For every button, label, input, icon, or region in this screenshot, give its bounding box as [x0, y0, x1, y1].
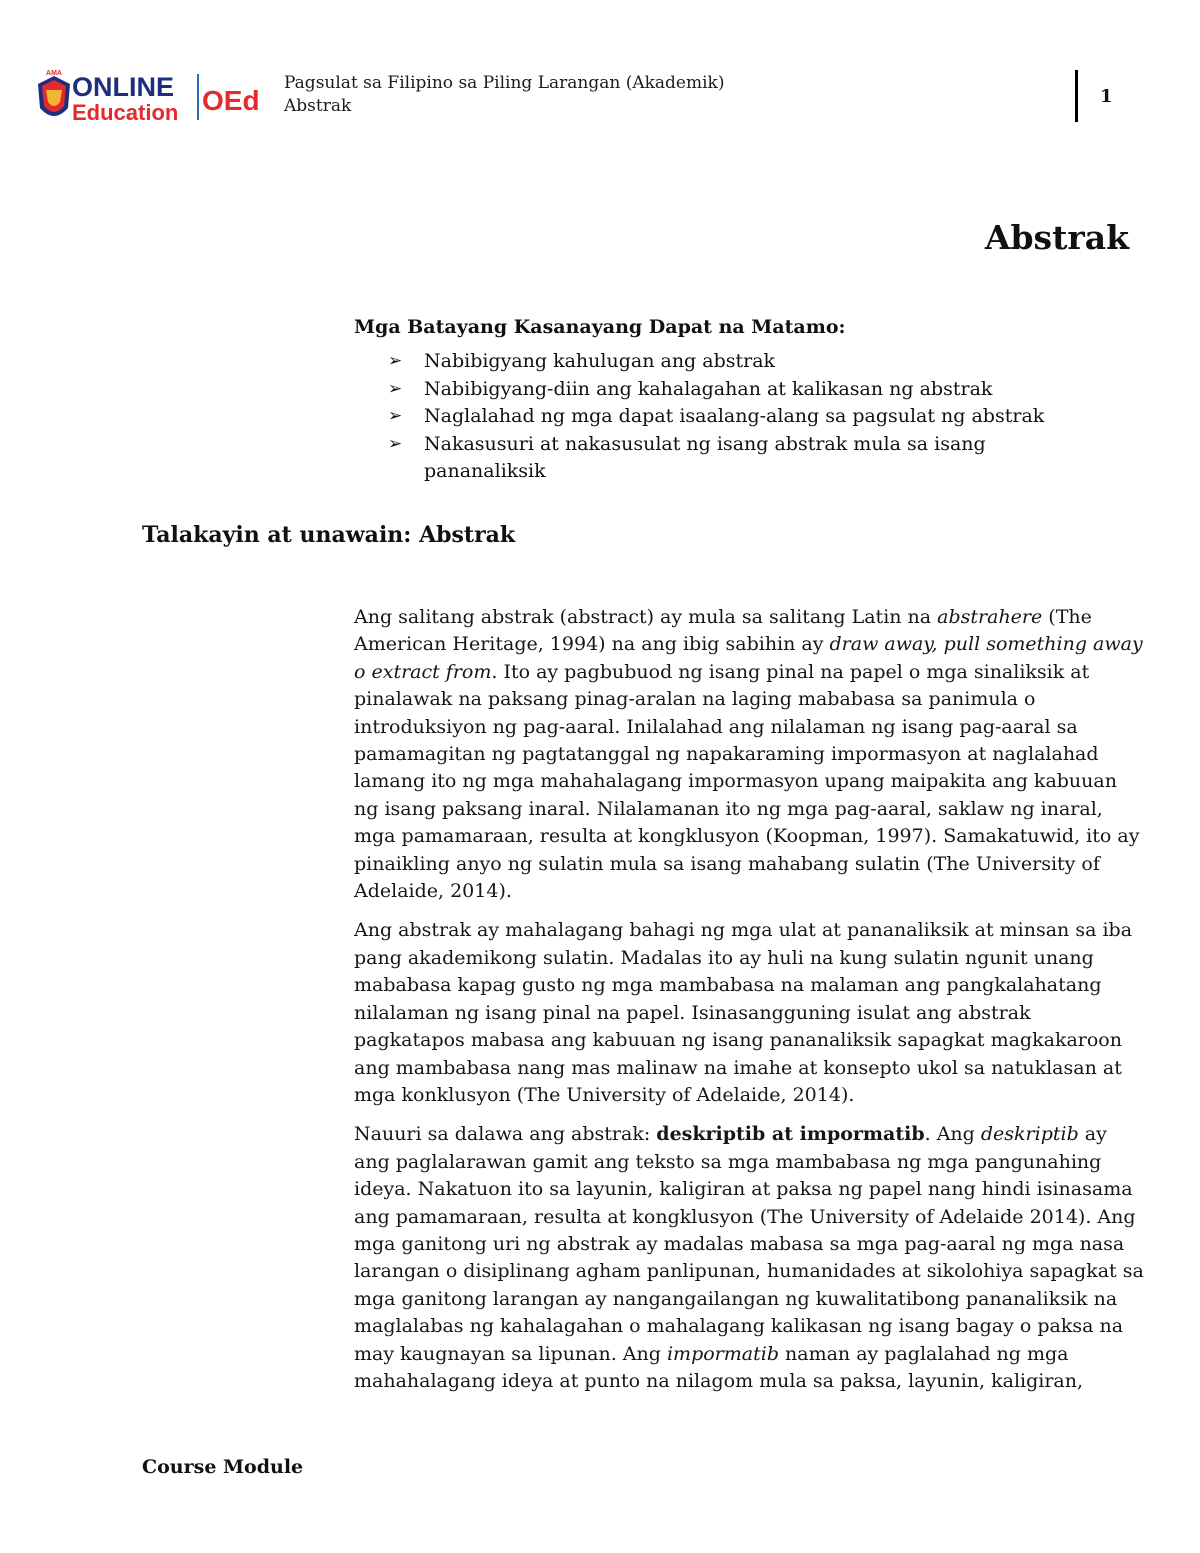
logo-brand-line2: Education	[72, 100, 179, 125]
objective-text: Nabibigyang kahulugan ang abstrak	[424, 350, 776, 372]
paragraph-2: Ang abstrak ay mahalagang bahagi ng mga ulat at pananaliksik at minsan sa iba pang akademikong sulatin. Madalas ito ay huli na kung sulatin ngunit unang mababasa kapag gusto ng mga mambabasa na malaman ang pangkalahatang nilalaman ng isang pinal na papel. Isinasangguning isulat ang abstrak pagkatapos mabasa ang kabuuan ng isang pananaliksik sapagkat magkakaroon ang mambabasa nang mas malinaw na imahe at konsepto ukol sa natuklasan at mga konklusyon (The University of Adelaide, 2014).	[354, 919, 1133, 1106]
objective-text: Nakasusuri at nakasusulat ng isang abstrak mula sa isang pananaliksik	[424, 432, 986, 482]
objective-item	[354, 376, 1094, 404]
page-footer: Course Module	[142, 1456, 304, 1478]
p3-italic-impormatib: impormatib	[666, 1342, 779, 1365]
course-title: Pagsulat sa Filipino sa Piling Larangan (Akademik)	[284, 73, 725, 93]
p1-italic-abstrahere: abstrahere	[937, 606, 1043, 628]
logo-divider	[197, 74, 199, 120]
page-number: 1	[1100, 86, 1113, 107]
logo-badge-text: AMA	[46, 70, 62, 77]
paragraph-1	[354, 604, 1144, 905]
objectives-heading: Mga Batayang Kasanayang Dapat na Matamo:	[354, 316, 846, 338]
objective-text: Nabibigyang-diin ang kahalagahan at kalikasan ng abstrak	[424, 377, 993, 400]
p3-text-a: Nauuri sa dalawa ang abstrak:	[354, 1123, 657, 1146]
objective-text: Naglalahad ng mga dapat isaalang-alang sa pagsulat ng abstrak	[424, 405, 1045, 427]
objectives-section	[354, 314, 1094, 486]
p3-text-e: ay ang paglalarawan gamit ang teksto sa mga mambabasa ng mga pangunahing ideya. Nakatuon ito sa layunin, kaligiran at paksa ng papel nang hindi isinasama ang pamamaraan, resulta at kongklusyon (The University of Adelaide 2014). Ang mga ganitong uri ng abstrak ay madalas mabasa sa mga pag-aaral ng mga nasa larangan o disiplinang agham panlipunan, humanidades at sikolohiya sapagkat sa mga ganitong larangan ay nangangailangan ng kuwalitatibong pananaliksik na maglalabas ng kahalagahan o mahalagang kalikasan ng isang bagay o paksa na may kaugnayan sa lipunan. Ang	[354, 1123, 1144, 1365]
p1-text-c: (The American Heritage, 1994) na ang ibig sabihin ay	[354, 606, 1092, 656]
section-heading: Talakayin at unawain: Abstrak	[142, 522, 516, 548]
p3-bold-types: deskriptib at impormatib	[656, 1123, 925, 1146]
logo-abbr: OEd	[202, 85, 260, 116]
objectives-list	[354, 348, 1094, 486]
p1-text-a: Ang salitang abstrak (abstract) ay mula sa salitang Latin na	[354, 606, 938, 628]
arrow-bullet-icon: ➢	[388, 406, 403, 426]
objective-item	[354, 431, 1094, 486]
p3-text-g: naman ay paglalahad ng mga mahahalagang ideya at punto na nilagom mula sa paksa, layunin, kaligiran,	[354, 1342, 1084, 1392]
page-title: Abstrak	[984, 218, 1129, 257]
p1-text-e: . Ito ay pagbubuod ng isang pinal na papel o mga sinaliksik at pinalawak na paksang pinag-aralan na laging mababasa sa panimula o introduksiyon ng pag-aaral. Inilalahad ang nilalaman ng isang pag-aaral sa pamamagitan ng pagtatanggal ng napakaraming impormasyon at naglalahad lamang ito ng mga mahahalagang impormasyon upang maipakita ang kabuuan ng isang paksang inaral. Nilalamanan ito ng mga pag-aaral, saklaw ng inaral, mga pamamaraan, resulta at kongklusyon (Koopman, 1997). Samakatuwid, ito ay pinaikling anyo ng sulatin mula sa isang mahabang sulatin (The University of Adelaide, 2014).	[354, 660, 1140, 903]
paragraph-3	[354, 1121, 1144, 1395]
header-topic: Abstrak	[284, 96, 352, 116]
arrow-bullet-icon: ➢	[388, 378, 403, 399]
arrow-bullet-icon: ➢	[388, 351, 403, 371]
p3-italic-deskriptib: deskriptib	[980, 1123, 1079, 1146]
shield-icon	[38, 70, 70, 116]
p1-italic-meaning: draw away, pull something away o extract from	[354, 633, 1143, 683]
objective-item	[354, 348, 1094, 376]
logo-brand-line1: ONLINE	[72, 72, 175, 102]
logo-graphic	[36, 68, 276, 128]
page-header	[36, 68, 1166, 128]
arrow-bullet-icon: ➢	[388, 433, 403, 454]
online-education-logo	[36, 68, 276, 128]
body-text	[354, 604, 1144, 1407]
p3-text-c: . Ang	[924, 1123, 981, 1146]
objective-item	[354, 403, 1094, 431]
header-divider	[1075, 70, 1078, 122]
header-text	[284, 72, 724, 118]
